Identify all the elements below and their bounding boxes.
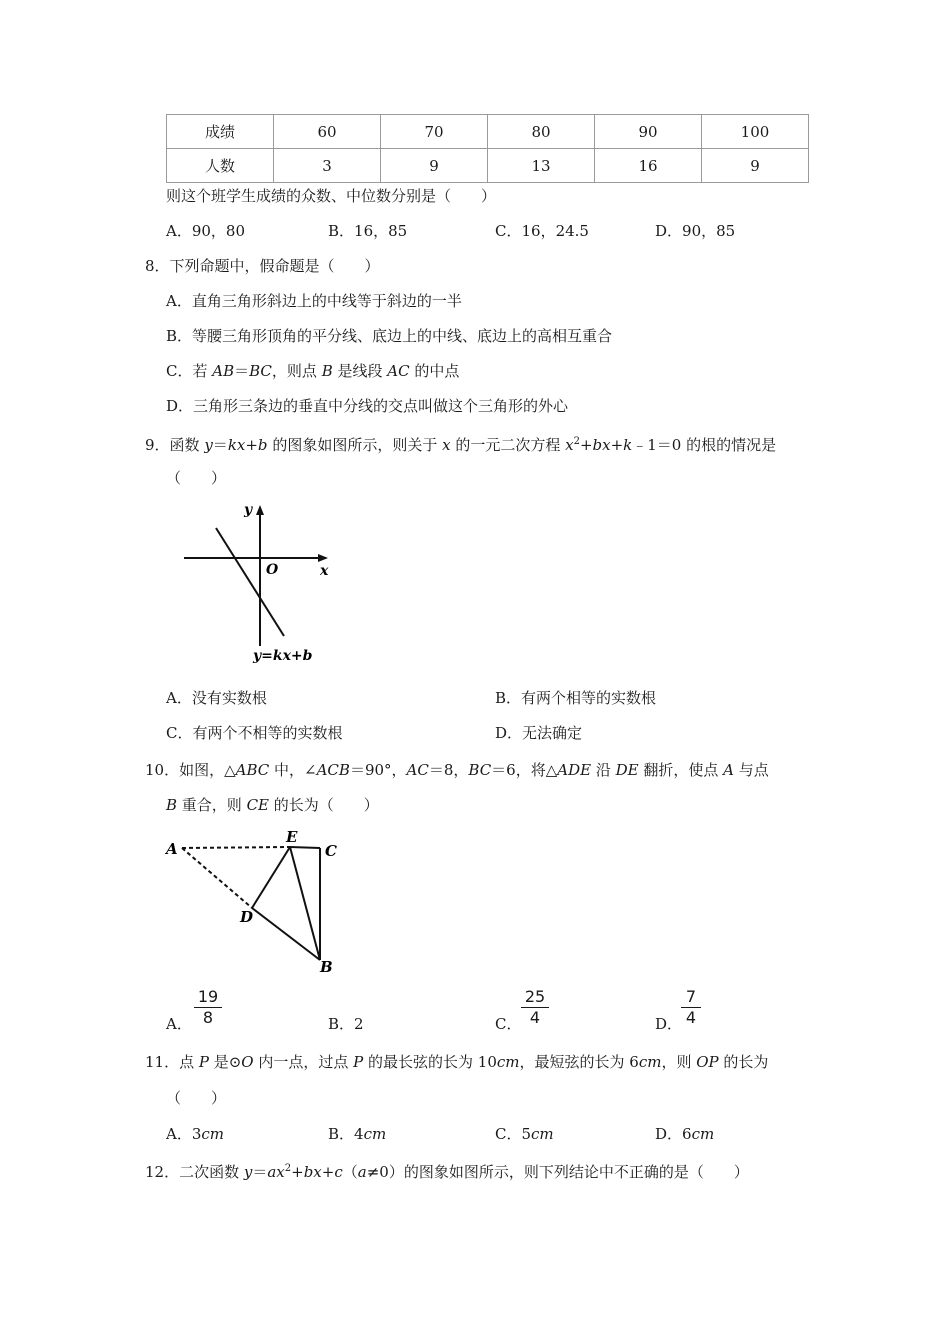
math-var: DE <box>615 761 639 779</box>
table-row <box>167 115 809 149</box>
score-table <box>166 114 809 183</box>
q10-option-a: A． <box>166 1015 192 1033</box>
math-var: x <box>442 436 451 454</box>
q8-option-c <box>166 361 459 381</box>
text: 的长为 <box>718 1053 769 1071</box>
denominator: 8 <box>202 1008 214 1027</box>
q11-option-c <box>495 1124 554 1144</box>
text: 12．二次函数 <box>145 1163 244 1181</box>
table-cell: 成绩 <box>167 115 274 149</box>
numerator: 7 <box>685 987 697 1006</box>
text: 的一元二次方程 <box>450 436 566 454</box>
q7-option-c: C．16，24.5 <box>495 222 589 240</box>
point-c-label: C <box>325 842 337 860</box>
x-axis-label: x <box>320 563 329 579</box>
superscript: 2 <box>573 436 580 447</box>
table-cell: 9 <box>381 149 488 183</box>
math-var: B <box>321 362 333 380</box>
math-var: ax <box>267 1163 285 1181</box>
text: ，则 <box>661 1053 697 1071</box>
table-cell: 3 <box>274 149 381 183</box>
math-var: a <box>357 1163 367 1181</box>
table-row <box>167 149 809 183</box>
math-var: O <box>241 1053 254 1071</box>
y-axis-label: y <box>244 502 253 518</box>
text: 是线段 <box>332 362 388 380</box>
text: 的中点 <box>409 362 460 380</box>
q10-stem-line1 <box>145 760 769 780</box>
q10-option-a-fraction <box>194 988 222 1027</box>
q7-option-b: B．16，85 <box>328 222 408 240</box>
q9-graph <box>180 498 340 668</box>
math-var: AC <box>387 362 410 380</box>
text: 是⊙ <box>208 1053 242 1071</box>
dashed-ad <box>182 848 252 908</box>
q11-option-b <box>328 1124 386 1144</box>
table-cell: 70 <box>381 115 488 149</box>
math-var: y <box>243 1163 253 1181</box>
table-cell: 16 <box>595 149 702 183</box>
text: （ <box>342 1163 358 1181</box>
unit: cm <box>691 1125 715 1143</box>
q9-option-c: C．有两个不相等的实数根 <box>166 724 343 742</box>
unit: cm <box>363 1125 387 1143</box>
q8-option-b: B．等腰三角形顶角的平分线、底边上的中线、底边上的高相互重合 <box>166 327 613 345</box>
text: 翻折，使点 <box>638 761 724 779</box>
q10-stem-line2 <box>166 795 379 815</box>
unit: cm <box>531 1125 554 1143</box>
text: B．4 <box>328 1125 364 1143</box>
text: 沿 <box>591 761 616 779</box>
text: C．5 <box>495 1125 532 1143</box>
q11-paren: （ ） <box>166 1089 227 1107</box>
denominator: 4 <box>529 1008 541 1027</box>
math-var: kx+b <box>227 436 268 454</box>
text: 的最长弦的长为 10 <box>363 1053 497 1071</box>
q11-stem <box>145 1052 768 1072</box>
table-cell: 60 <box>274 115 381 149</box>
table-cell: 90 <box>595 115 702 149</box>
q9-option-a: A．没有实数根 <box>166 689 267 707</box>
math-var: x <box>565 436 574 454</box>
q10-option-b: B．2 <box>328 1015 364 1033</box>
q7-option-a: A．90，80 <box>166 222 246 240</box>
text: ＝ <box>234 362 250 380</box>
q12-stem <box>145 1159 749 1182</box>
table-cell: 100 <box>702 115 809 149</box>
text: 11．点 <box>145 1053 199 1071</box>
q8-stem: 8．下列命题中，假命题是（ ） <box>145 257 380 275</box>
math-var: B <box>166 796 178 814</box>
point-b-label: B <box>320 958 333 976</box>
q9-paren: （ ） <box>166 469 227 487</box>
q8-option-d: D．三角形三条边的垂直中分线的交点叫做这个三角形的外心 <box>166 397 569 415</box>
table-cell: 人数 <box>167 149 274 183</box>
table-cell: 13 <box>488 149 595 183</box>
text: ，最短弦的长为 6 <box>519 1053 639 1071</box>
math-var: CE <box>246 796 270 814</box>
x-axis-arrow-icon <box>318 554 328 562</box>
line-label: y=kx+b <box>253 648 313 664</box>
origin-label: O <box>266 562 279 578</box>
q9-stem <box>145 432 776 455</box>
text: D．6 <box>655 1125 692 1143</box>
math-var: +bx+k <box>579 436 633 454</box>
math-var: P <box>353 1053 364 1071</box>
segment-ed <box>252 847 290 908</box>
text: 的图象如图所示，则关于 <box>267 436 443 454</box>
math-var: BC <box>249 362 272 380</box>
text: 中，∠ <box>269 761 317 779</box>
q11-option-a <box>166 1124 224 1144</box>
math-var: y <box>204 436 213 454</box>
superscript: 2 <box>284 1163 292 1174</box>
text: ≠0）的图象如图所示，则下列结论中不正确的是（ ） <box>366 1163 749 1181</box>
table-cell: 80 <box>488 115 595 149</box>
math-var: ADE <box>557 761 592 779</box>
segment-eb <box>290 847 320 960</box>
segment-db <box>252 908 320 960</box>
text: 重合，则 <box>177 796 247 814</box>
math-var: AB <box>212 362 235 380</box>
point-e-label: E <box>286 828 298 846</box>
math-var: A <box>723 761 734 779</box>
text: ，则点 <box>271 362 322 380</box>
q7-option-d: D．90，85 <box>655 222 736 240</box>
q9-option-d: D．无法确定 <box>495 724 583 742</box>
math-var: BC <box>468 761 492 779</box>
numerator: 19 <box>197 987 219 1006</box>
math-var: ABC <box>235 761 270 779</box>
q10-option-d: D． <box>655 1015 683 1033</box>
q10-figure <box>160 826 350 976</box>
text: 的长为（ ） <box>269 796 379 814</box>
text: ＝ <box>252 1163 268 1181</box>
dashed-ae <box>182 847 290 848</box>
text: ﹣1＝0 的根的情况是 <box>632 436 777 454</box>
q10-option-d-fraction <box>681 988 701 1027</box>
unit: cm <box>496 1053 520 1071</box>
text: A．3 <box>166 1125 202 1143</box>
math-var: OP <box>696 1053 719 1071</box>
math-var: +bx+c <box>291 1163 343 1181</box>
q10-option-c-fraction <box>521 988 549 1027</box>
point-a-label: A <box>166 840 178 858</box>
math-var: ACB <box>316 761 350 779</box>
numerator: 25 <box>524 987 546 1006</box>
text: ＝90°， <box>349 761 407 779</box>
unit: cm <box>201 1125 225 1143</box>
q8-option-a: A．直角三角形斜边上的中线等于斜边的一半 <box>166 292 462 310</box>
q7-stem: 则这个班学生成绩的众数、中位数分别是（ ） <box>166 187 497 205</box>
text: C．若 <box>166 362 213 380</box>
math-var: AC <box>406 761 429 779</box>
q9-option-b: B．有两个相等的实数根 <box>495 689 657 707</box>
q10-option-c: C． <box>495 1015 522 1033</box>
denominator: 4 <box>685 1008 697 1027</box>
text: 10．如图，△ <box>145 761 236 779</box>
segment-ec <box>290 847 320 848</box>
text: 内一点，过点 <box>253 1053 354 1071</box>
table-cell: 9 <box>702 149 809 183</box>
function-line <box>216 528 284 636</box>
math-var: P <box>198 1053 209 1071</box>
text: ＝8， <box>428 761 469 779</box>
unit: cm <box>638 1053 662 1071</box>
text: 与点 <box>734 761 769 779</box>
y-axis-arrow-icon <box>256 505 264 515</box>
text: 9．函数 <box>145 436 205 454</box>
text: ＝ <box>212 436 228 454</box>
q11-option-d <box>655 1124 714 1144</box>
text: ＝6，将△ <box>491 761 558 779</box>
point-d-label: D <box>240 908 254 926</box>
